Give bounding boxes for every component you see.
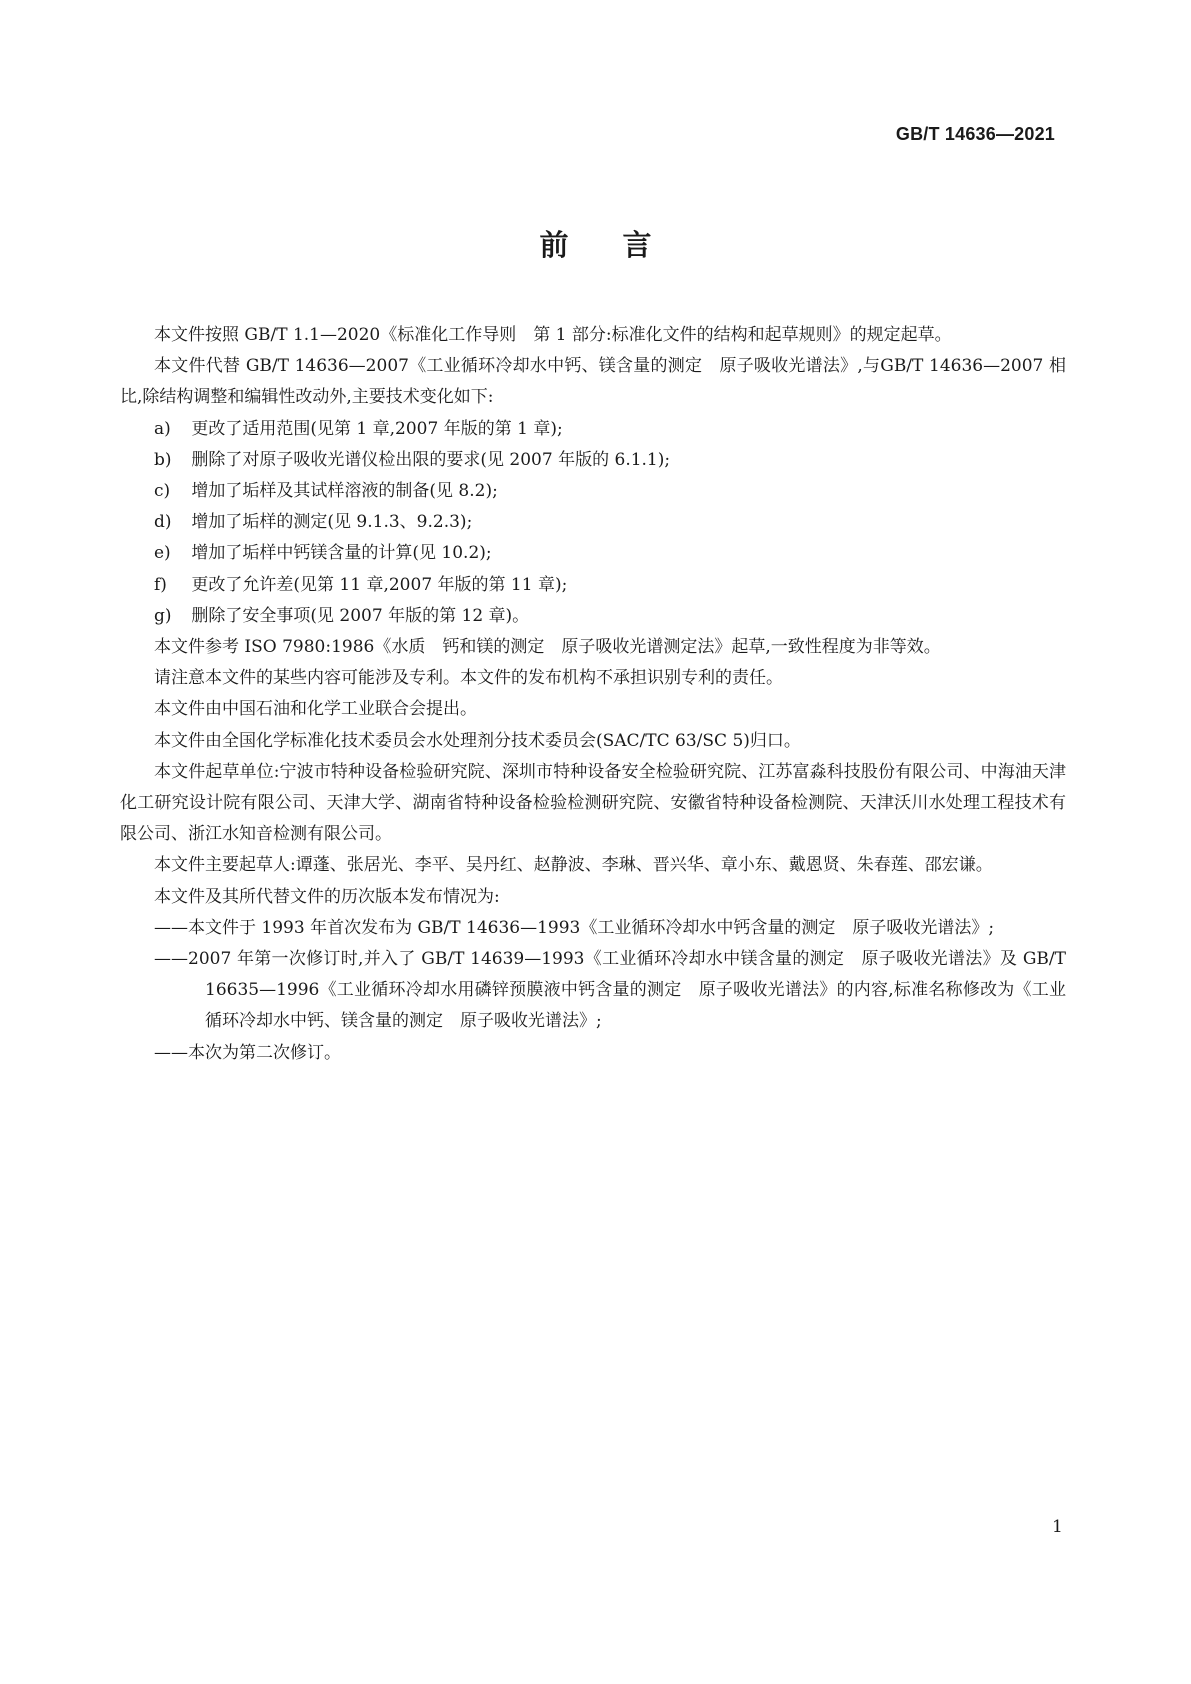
list-item <box>120 445 1066 476</box>
history-item: ——2007 年第一次修订时,并入了 GB/T 14639—1993《工业循环冷却水中镁含量的测定 原子吸收光谱法》及 GB/T 16635—1996《工业循环冷却水用磷锌预膜液中钙含量的测定 原子吸收光谱法》的内容,标准名称修改为《工业循环冷却水中钙、镁含量的测定 原子吸收光谱法》; <box>154 949 1066 1032</box>
list-marker: e) <box>154 543 171 564</box>
paragraph-drafting-rules: 本文件按照 GB/T 1.1—2020《标准化工作导则 第 1 部分:标准化文件的结构和起草规则》的规定起草。 <box>154 325 952 345</box>
history-item: ——本文件于 1993 年首次发布为 GB/T 14636—1993《工业循环冷却水中钙含量的测定 原子吸收光谱法》; <box>154 917 995 938</box>
preface-body <box>120 320 1066 1069</box>
list-item <box>120 538 1066 569</box>
list-text: 删除了安全事项(见 2007 年版的第 12 章)。 <box>191 605 530 626</box>
list-text: 删除了对原子吸收光谱仪检出限的要求(见 2007 年版的 6.1.1); <box>191 449 671 470</box>
list-item <box>120 570 1066 601</box>
paragraph-history-intro: 本文件及其所代替文件的历次版本发布情况为: <box>154 886 500 907</box>
page-number: 1 <box>1052 1517 1063 1537</box>
list-marker: a) <box>154 418 171 439</box>
paragraph-iso-reference: 本文件参考 ISO 7980:1986《水质 钙和镁的测定 原子吸收光谱测定法》起草,一致性程度为非等效。 <box>154 637 941 658</box>
list-marker: d) <box>154 512 172 533</box>
paragraph-proposer: 本文件由中国石油和化学工业联合会提出。 <box>154 699 477 720</box>
list-item <box>120 507 1066 538</box>
list-item <box>120 414 1066 445</box>
list-item <box>120 601 1066 632</box>
standard-code: GB/T 14636—2021 <box>895 124 1055 144</box>
list-marker: g) <box>154 605 172 626</box>
list-text: 增加了垢样中钙镁含量的计算(见 10.2); <box>191 543 492 564</box>
history-item: ——本次为第二次修订。 <box>154 1042 341 1063</box>
paragraph-committee: 本文件由全国化学标准化技术委员会水处理剂分技术委员会(SAC/TC 63/SC 5)归口。 <box>154 730 801 751</box>
list-marker: b) <box>154 449 172 470</box>
paragraph-patent-notice: 请注意本文件的某些内容可能涉及专利。本文件的发布机构不承担识别专利的责任。 <box>154 668 783 689</box>
list-text: 增加了垢样及其试样溶液的制备(见 8.2); <box>191 481 498 502</box>
page-title: 前言 <box>539 228 706 262</box>
paragraph-drafting-units: 本文件起草单位:宁波市特种设备检验研究院、深圳市特种设备安全检验研究院、江苏富淼科技股份有限公司、中海油天津化工研究设计院有限公司、天津大学、湖南省特种设备检验检测研究院、安徽省特种设备检测院、天津沃川水处理工程技术有限公司、浙江水知音检测有限公司。 <box>120 761 1066 845</box>
changes-list <box>120 414 1066 632</box>
paragraph-replacement: 本文件代替 GB/T 14636—2007《工业循环冷却水中钙、镁含量的测定 原子吸收光谱法》,与GB/T 14636—2007 相比,除结构调整和编辑性改动外,主要技术变化如下: <box>120 356 1066 408</box>
list-text: 更改了允许差(见第 11 章,2007 年版的第 11 章); <box>191 574 568 595</box>
list-text: 增加了垢样的测定(见 9.1.3、9.2.3); <box>191 512 473 533</box>
paragraph-drafters: 本文件主要起草人:谭蓬、张居光、李平、吴丹红、赵静波、李琳、晋兴华、章小东、戴恩贤、朱春莲、邵宏谦。 <box>154 855 993 876</box>
history-list <box>120 913 1066 1069</box>
list-marker: f) <box>154 574 167 595</box>
list-marker: c) <box>154 481 171 502</box>
list-text: 更改了适用范围(见第 1 章,2007 年版的第 1 章); <box>191 418 563 439</box>
list-item <box>120 476 1066 507</box>
